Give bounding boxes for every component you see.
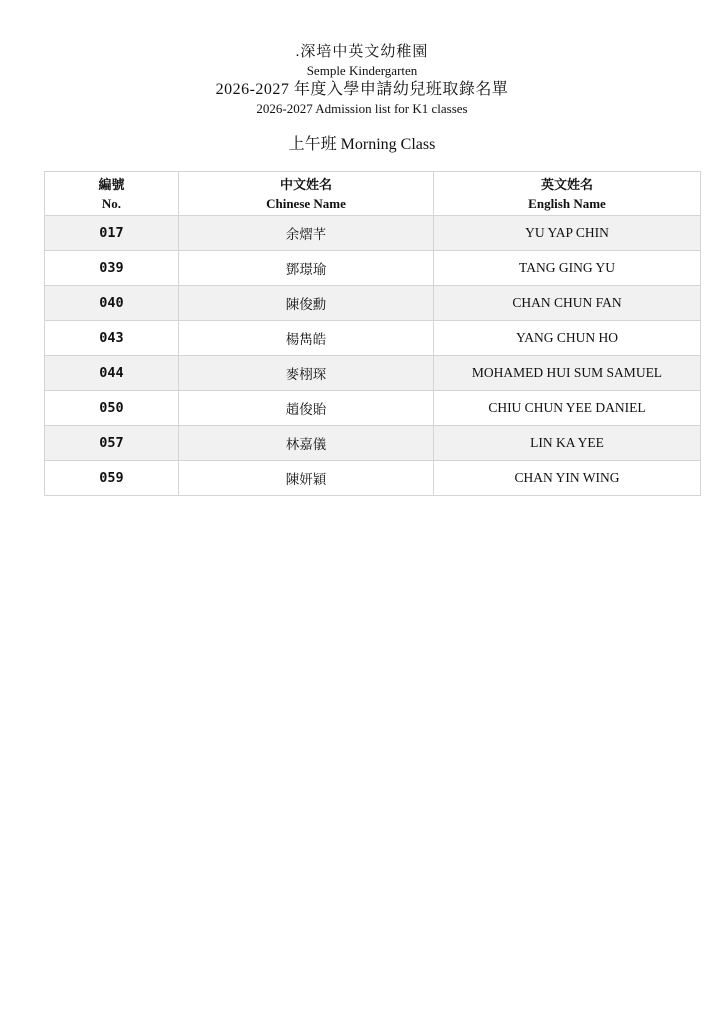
cell-english-name: YU YAP CHIN	[434, 216, 701, 251]
header-english-name	[434, 172, 701, 216]
cell-number: 043	[45, 321, 179, 356]
school-name-chinese: .深培中英文幼稚園	[295, 44, 429, 60]
list-title-chinese: 2026-2027 年度入學申請幼兒班取錄名單	[215, 81, 509, 98]
header-number-zh: 編號	[98, 176, 125, 192]
table-row	[45, 286, 701, 321]
cell-english-name: MOHAMED HUI SUM SAMUEL	[434, 356, 701, 391]
cell-chinese-name: 麥栩琛	[179, 356, 434, 391]
cell-english-name: CHAN YIN WING	[434, 461, 701, 496]
school-name-english: Semple Kindergarten	[306, 63, 418, 78]
cell-chinese-name: 陳俊勳	[179, 286, 434, 321]
table-row	[45, 251, 701, 286]
cell-chinese-name: 鄧璟瑜	[179, 251, 434, 286]
cell-chinese-name: 趙俊貽	[179, 391, 434, 426]
header-english-name-en: English Name	[528, 195, 606, 211]
cell-chinese-name: 余熠芊	[179, 216, 434, 251]
admission-table	[44, 171, 701, 496]
cell-english-name: CHIU CHUN YEE DANIEL	[434, 391, 701, 426]
cell-chinese-name: 林嘉儀	[179, 426, 434, 461]
cell-english-name: TANG GING YU	[434, 251, 701, 286]
header-chinese-name	[179, 172, 434, 216]
header-chinese-name-zh: 中文姓名	[279, 176, 332, 192]
table-row	[45, 391, 701, 426]
header-number	[45, 172, 179, 216]
cell-number: 017	[45, 216, 179, 251]
header-english-name-zh: 英文姓名	[540, 176, 593, 192]
cell-number: 040	[45, 286, 179, 321]
cell-number: 044	[45, 356, 179, 391]
cell-english-name: CHAN CHUN FAN	[434, 286, 701, 321]
header-number-en: No.	[101, 195, 122, 211]
cell-number: 050	[45, 391, 179, 426]
cell-number: 059	[45, 461, 179, 496]
table-row	[45, 426, 701, 461]
class-section-title: 上午班 Morning Class	[288, 136, 436, 153]
table-row	[45, 321, 701, 356]
header-chinese-name-en: Chinese Name	[266, 195, 346, 211]
cell-chinese-name: 陳妍穎	[179, 461, 434, 496]
cell-english-name: YANG CHUN HO	[434, 321, 701, 356]
cell-number: 057	[45, 426, 179, 461]
cell-chinese-name: 楊雋皓	[179, 321, 434, 356]
list-title-english: 2026-2027 Admission list for K1 classes	[256, 101, 468, 116]
cell-english-name: LIN KA YEE	[434, 426, 701, 461]
table-row	[45, 216, 701, 251]
table-row	[45, 356, 701, 391]
document-header	[0, 42, 724, 117]
table-row	[45, 461, 701, 496]
cell-number: 039	[45, 251, 179, 286]
table-header-row	[45, 172, 701, 216]
